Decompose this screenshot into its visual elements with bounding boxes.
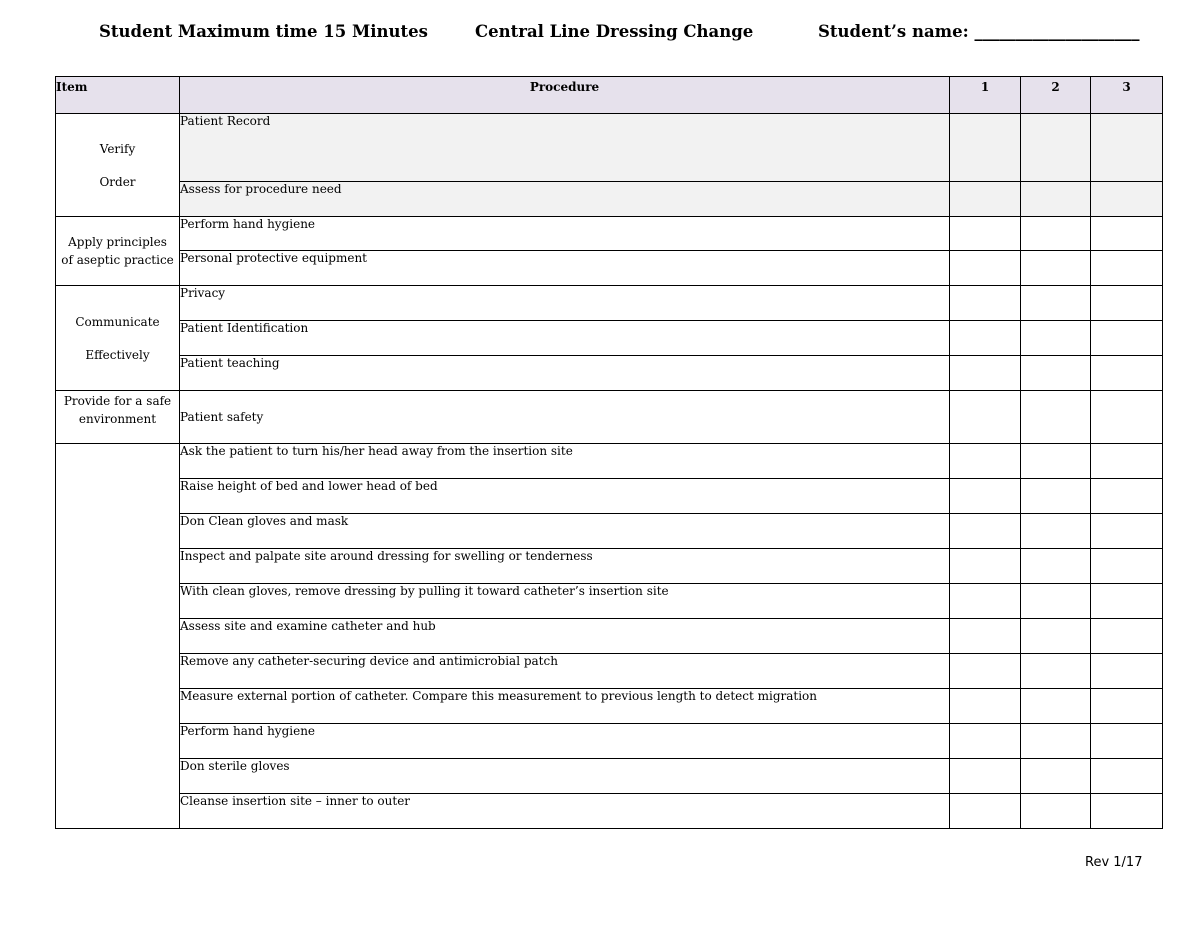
table-header-row — [56, 77, 1163, 114]
item-cell-aseptic-practice — [56, 217, 180, 286]
checklist-body — [56, 114, 1163, 829]
table-row — [56, 724, 1163, 759]
score-cell-2[interactable] — [1021, 689, 1091, 724]
score-cell-2[interactable] — [1021, 444, 1091, 479]
score-cell-1[interactable] — [950, 391, 1021, 444]
score-cell-3[interactable] — [1091, 391, 1163, 444]
score-cell-1[interactable] — [950, 479, 1021, 514]
table-row — [56, 514, 1163, 549]
score-cell-1[interactable] — [950, 444, 1021, 479]
item-label-line1: Provide for a safe — [63, 394, 172, 408]
score-cell-1[interactable] — [950, 321, 1021, 356]
table-row — [56, 391, 1163, 444]
table-row — [56, 654, 1163, 689]
score-cell-1[interactable] — [950, 514, 1021, 549]
score-cell-2[interactable] — [1021, 654, 1091, 689]
score-cell-3[interactable] — [1091, 794, 1163, 829]
score-cell-3[interactable] — [1091, 759, 1163, 794]
procedure-cell: Don Clean gloves and mask — [180, 514, 950, 549]
table-row — [56, 689, 1163, 724]
score-cell-3[interactable] — [1091, 724, 1163, 759]
score-cell-1[interactable] — [950, 654, 1021, 689]
item-cell-verify-order — [56, 114, 180, 217]
score-cell-1[interactable] — [950, 251, 1021, 286]
score-cell-2[interactable] — [1021, 114, 1091, 182]
procedure-cell: Perform hand hygiene — [180, 217, 950, 251]
score-cell-1[interactable] — [950, 724, 1021, 759]
table-row — [56, 794, 1163, 829]
table-row — [56, 444, 1163, 479]
student-name-label: Student’s name: — [818, 22, 975, 41]
score-cell-2[interactable] — [1021, 759, 1091, 794]
procedure-cell: Cleanse insertion site – inner to outer — [180, 794, 950, 829]
score-cell-1[interactable] — [950, 549, 1021, 584]
score-cell-3[interactable] — [1091, 514, 1163, 549]
score-cell-3[interactable] — [1091, 584, 1163, 619]
procedure-cell: Patient Identification — [180, 321, 950, 356]
procedure-cell: Patient safety — [180, 391, 950, 444]
item-label-line2: Effectively — [85, 347, 150, 362]
checklist-table — [55, 76, 1163, 829]
score-cell-1[interactable] — [950, 182, 1021, 217]
table-row — [56, 114, 1163, 182]
item-label-line2: environment — [78, 412, 157, 426]
score-cell-1[interactable] — [950, 759, 1021, 794]
score-cell-3[interactable] — [1091, 654, 1163, 689]
score-cell-1[interactable] — [950, 584, 1021, 619]
item-cell-communicate — [56, 286, 180, 391]
procedure-cell: Remove any catheter-securing device and antimicrobial patch — [180, 654, 950, 689]
procedure-cell: Inspect and palpate site around dressing for swelling or tenderness — [180, 549, 950, 584]
score-cell-3[interactable] — [1091, 251, 1163, 286]
score-cell-3[interactable] — [1091, 479, 1163, 514]
column-header-3: 3 — [1091, 77, 1163, 114]
procedure-cell: Assess site and examine catheter and hub — [180, 619, 950, 654]
header-time-limit: Student Maximum time 15 Minutes — [99, 22, 428, 41]
procedure-cell: Patient Record — [180, 114, 950, 182]
procedure-cell: Patient teaching — [180, 356, 950, 391]
table-row — [56, 321, 1163, 356]
score-cell-3[interactable] — [1091, 286, 1163, 321]
table-row — [56, 182, 1163, 217]
score-cell-2[interactable] — [1021, 794, 1091, 829]
score-cell-2[interactable] — [1021, 391, 1091, 444]
table-row — [56, 251, 1163, 286]
score-cell-1[interactable] — [950, 286, 1021, 321]
score-cell-2[interactable] — [1021, 619, 1091, 654]
item-label-line1: Verify — [99, 141, 136, 156]
procedure-cell: Measure external portion of catheter. Compare this measurement to previous length to detect migration — [180, 689, 950, 724]
score-cell-3[interactable] — [1091, 182, 1163, 217]
score-cell-1[interactable] — [950, 689, 1021, 724]
procedure-cell: Personal protective equipment — [180, 251, 950, 286]
score-cell-3[interactable] — [1091, 444, 1163, 479]
score-cell-3[interactable] — [1091, 356, 1163, 391]
score-cell-2[interactable] — [1021, 514, 1091, 549]
score-cell-2[interactable] — [1021, 724, 1091, 759]
score-cell-2[interactable] — [1021, 217, 1091, 251]
item-label-line2: Order — [99, 174, 136, 189]
score-cell-3[interactable] — [1091, 549, 1163, 584]
procedure-cell: Ask the patient to turn his/her head away from the insertion site — [180, 444, 950, 479]
item-cell-blank — [56, 444, 180, 829]
student-name-blank: ____________________ — [974, 22, 1140, 41]
score-cell-2[interactable] — [1021, 549, 1091, 584]
table-row — [56, 759, 1163, 794]
score-cell-3[interactable] — [1091, 619, 1163, 654]
score-cell-3[interactable] — [1091, 321, 1163, 356]
column-header-procedure: Procedure — [180, 77, 950, 114]
score-cell-3[interactable] — [1091, 217, 1163, 251]
score-cell-3[interactable] — [1091, 114, 1163, 182]
score-cell-1[interactable] — [950, 217, 1021, 251]
score-cell-1[interactable] — [950, 619, 1021, 654]
document-title: Central Line Dressing Change — [475, 22, 754, 41]
score-cell-2[interactable] — [1021, 286, 1091, 321]
table-row — [56, 584, 1163, 619]
column-header-2: 2 — [1021, 77, 1091, 114]
procedure-cell: Privacy — [180, 286, 950, 321]
student-name-field — [818, 22, 1139, 41]
procedure-cell: Perform hand hygiene — [180, 724, 950, 759]
score-cell-2[interactable] — [1021, 584, 1091, 619]
item-label-line2: of aseptic practice — [61, 253, 174, 267]
table-row — [56, 549, 1163, 584]
score-cell-2[interactable] — [1021, 321, 1091, 356]
table-row — [56, 356, 1163, 391]
score-cell-2[interactable] — [1021, 251, 1091, 286]
table-row — [56, 217, 1163, 251]
score-cell-1[interactable] — [950, 356, 1021, 391]
score-cell-1[interactable] — [950, 114, 1021, 182]
procedure-cell: Assess for procedure need — [180, 182, 950, 217]
score-cell-2[interactable] — [1021, 479, 1091, 514]
table-row — [56, 286, 1163, 321]
score-cell-2[interactable] — [1021, 356, 1091, 391]
item-label-line1: Apply principles — [68, 235, 167, 249]
score-cell-2[interactable] — [1021, 182, 1091, 217]
table-row — [56, 479, 1163, 514]
column-header-item: Item — [56, 77, 180, 114]
procedure-cell: Raise height of bed and lower head of bed — [180, 479, 950, 514]
procedure-cell: Don sterile gloves — [180, 759, 950, 794]
score-cell-1[interactable] — [950, 794, 1021, 829]
procedure-cell: With clean gloves, remove dressing by pulling it toward catheter’s insertion site — [180, 584, 950, 619]
table-row — [56, 619, 1163, 654]
score-cell-3[interactable] — [1091, 689, 1163, 724]
revision-label: Rev 1/17 — [1085, 855, 1143, 870]
item-label-line1: Communicate — [75, 314, 160, 329]
item-cell-safe-environment — [56, 391, 180, 444]
column-header-1: 1 — [950, 77, 1021, 114]
